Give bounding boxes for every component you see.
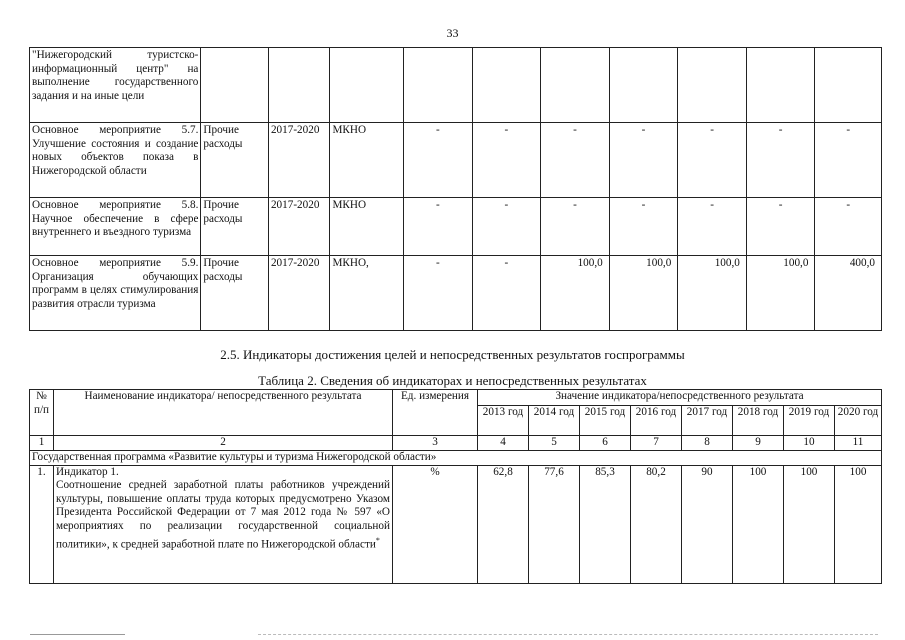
table-row <box>30 198 882 256</box>
col-number: 5 <box>529 436 580 451</box>
year-header: 2013 год <box>478 406 529 436</box>
footer-rule <box>30 634 125 635</box>
activity-name: Основное мероприятие 5.8. Научное обеспечение в сфере внутреннего и въездного туризма <box>30 198 201 256</box>
period <box>268 48 330 123</box>
value-cell <box>609 48 678 123</box>
value-cell: - <box>472 256 541 331</box>
indicator-text: Соотношение средней заработной платы работников учреждений культуры, повышение оплаты труда которых предусмотрено Указом Президента Российской Федерации от 7 мая 2012 года № 597 «О мероприятиях по реализации государственной социальной политики», к средней заработной плате по Нижегородской области <box>56 479 390 551</box>
indicator-value: 100 <box>733 465 784 583</box>
col-number: 6 <box>580 436 631 451</box>
header-unit: Ед. измерения <box>393 390 478 436</box>
indicator-row <box>30 465 882 583</box>
period: 2017-2020 <box>268 256 330 331</box>
value-cell: - <box>609 123 678 198</box>
col-number: 1 <box>30 436 54 451</box>
value-cell: - <box>678 198 747 256</box>
executor <box>330 48 404 123</box>
value-cell: - <box>678 123 747 198</box>
executor: МКНО, <box>330 256 404 331</box>
section-heading: 2.5. Индикаторы достижения целей и непосредственных результатов госпрограммы <box>220 347 685 362</box>
value-cell <box>472 48 541 123</box>
year-header: 2017 год <box>682 406 733 436</box>
header-row <box>30 390 882 406</box>
col-number: 10 <box>784 436 835 451</box>
table-row <box>30 256 882 331</box>
value-cell: 100,0 <box>541 256 610 331</box>
value-cell <box>404 48 473 123</box>
footnote-mark: * <box>375 535 380 545</box>
indicator-value: 100 <box>835 465 882 583</box>
table-row <box>30 48 882 123</box>
value-cell <box>746 48 815 123</box>
value-cell <box>678 48 747 123</box>
expense-type <box>201 48 269 123</box>
footer-rule <box>258 634 878 635</box>
value-cell: - <box>404 256 473 331</box>
indicators-table <box>29 389 882 584</box>
value-cell: - <box>541 198 610 256</box>
value-cell: - <box>815 198 882 256</box>
period: 2017-2020 <box>268 198 330 256</box>
col-number: 3 <box>393 436 478 451</box>
header-values-group: Значение индикатора/непосредственного результата <box>478 390 882 406</box>
col-number: 2 <box>54 436 393 451</box>
activity-name: "Нижегородский туристско-информационный центр" на выполнение государственного задания и на иные цели <box>30 48 201 123</box>
col-number: 8 <box>682 436 733 451</box>
value-cell: - <box>609 198 678 256</box>
table-caption: Таблица 2. Сведения об индикаторах и непосредственных результатах <box>258 373 647 388</box>
period: 2017-2020 <box>268 123 330 198</box>
value-cell: - <box>404 123 473 198</box>
executor: МКНО <box>330 198 404 256</box>
value-cell: - <box>472 123 541 198</box>
value-cell <box>541 48 610 123</box>
year-header: 2020 год <box>835 406 882 436</box>
indicator-value: 85,3 <box>580 465 631 583</box>
header-name: Наименование индикатора/ непосредственного результата <box>54 390 393 436</box>
indicator-value: 90 <box>682 465 733 583</box>
col-number: 4 <box>478 436 529 451</box>
value-cell: - <box>746 123 815 198</box>
indicator-title: Индикатор 1. <box>56 465 119 478</box>
year-header: 2019 год <box>784 406 835 436</box>
indicator-value: 80,2 <box>631 465 682 583</box>
table-row <box>30 123 882 198</box>
value-cell: 100,0 <box>678 256 747 331</box>
value-cell: - <box>815 123 882 198</box>
program-row <box>30 450 882 465</box>
value-cell <box>815 48 882 123</box>
executor: МКНО <box>330 123 404 198</box>
funding-table <box>29 47 882 331</box>
value-cell: - <box>404 198 473 256</box>
indicator-unit: % <box>393 465 478 583</box>
activity-name: Основное мероприятие 5.9. Организация обучающих программ в целях стимулирования развития отрасли туризма <box>30 256 201 331</box>
value-cell: - <box>472 198 541 256</box>
year-header: 2018 год <box>733 406 784 436</box>
col-number: 11 <box>835 436 882 451</box>
indicator-name <box>54 465 393 583</box>
year-header: 2016 год <box>631 406 682 436</box>
program-title: Государственная программа «Развитие культуры и туризма Нижегородской области» <box>30 450 882 465</box>
page-number: 33 <box>446 26 459 40</box>
expense-type: Прочие расходы <box>201 256 269 331</box>
value-cell: - <box>541 123 610 198</box>
indicator-value: 100 <box>784 465 835 583</box>
expense-type: Прочие расходы <box>201 123 269 198</box>
indicator-num: 1. <box>30 465 54 583</box>
value-cell: 100,0 <box>746 256 815 331</box>
value-cell: - <box>746 198 815 256</box>
expense-type: Прочие расходы <box>201 198 269 256</box>
header-num: № п/п <box>30 390 54 436</box>
value-cell: 100,0 <box>609 256 678 331</box>
column-numbers-row <box>30 436 882 451</box>
value-cell: 400,0 <box>815 256 882 331</box>
indicator-value: 77,6 <box>529 465 580 583</box>
year-header: 2015 год <box>580 406 631 436</box>
activity-name: Основное мероприятие 5.7. Улучшение состояния и создание новых объектов показа в Нижегородской области <box>30 123 201 198</box>
col-number: 9 <box>733 436 784 451</box>
col-number: 7 <box>631 436 682 451</box>
indicator-value: 62,8 <box>478 465 529 583</box>
year-header: 2014 год <box>529 406 580 436</box>
